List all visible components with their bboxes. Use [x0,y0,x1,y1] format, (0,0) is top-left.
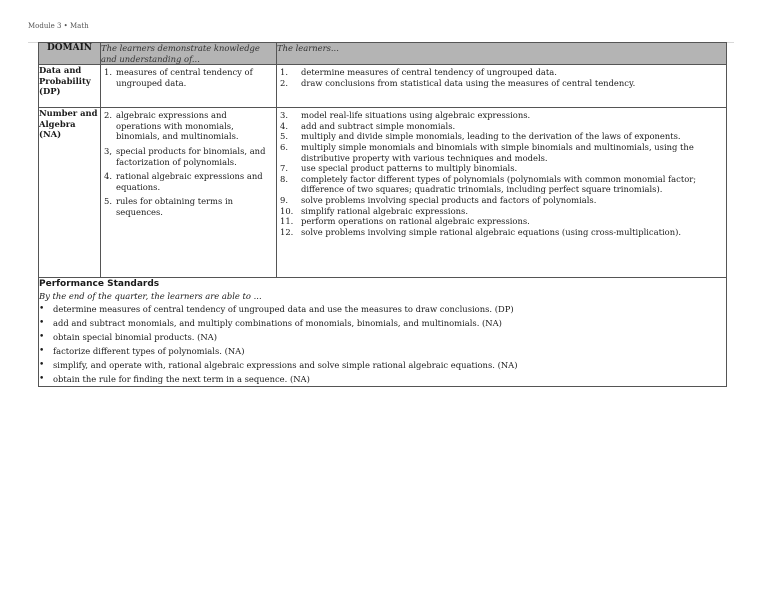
list-item: 4. add and subtract simple monomials. [280,120,456,131]
bullet-icon: • [39,360,45,371]
content-cell [101,65,277,108]
list-item: • determine measures of central tendency of ungrouped data and use the measures to draw conclusions. (DP) [39,304,514,315]
list-item: 1. determine measures of central tendency of ungrouped data. [280,67,557,78]
list-item: • obtain the rule for finding the next term in a sequence. (NA) [39,374,310,385]
list-item: 5. multiply and divide simple monomials, leading to the derivation of the laws of exponents. [280,131,681,142]
header-content-standards: The learners demonstrate knowledge and understanding of... [101,43,277,65]
list-item: 1. measures of central tendency of ungrouped data. [104,67,253,88]
list-item: 8. completely factor different types of polynomials (polynomials with common monomial factor; difference of two squares; quadratic trinomials, including perfect square trinomials). [280,173,697,195]
list-item: 5. rules for obtaining terms in sequences. [104,196,234,217]
list-item: 11. perform operations on rational algebraic expressions. [280,216,530,227]
performance-standards-title: Performance Standards [39,279,160,290]
list-item: 3, special products for binomials, and factorization of polynomials. [104,145,266,167]
bullet-icon: • [39,346,45,357]
list-item: 2. draw conclusions from statistical data using the measures of central tendency. [280,77,636,88]
domain-cell: Data and Probability (DP) [39,65,101,108]
list-item: • obtain special binomial products. (NA) [39,332,217,343]
table-header-row [39,43,727,65]
performance-standards-list [39,302,726,386]
bullet-icon: • [39,374,45,385]
competency-cell [277,108,727,278]
list-item: • simplify, and operate with, rational algebraic expressions and solve simple rational algebraic equations. (NA) [39,360,518,371]
list-item: 7. use special product patterns to multiply binomials. [280,163,518,174]
competency-cell [277,65,727,108]
header-domain: DOMAIN [39,43,101,65]
content-cell [101,108,277,278]
curriculum-table [38,42,727,387]
list-item: 3. model real-life situations using algebraic expressions. [280,110,531,121]
list-item: 12. solve problems involving simple rational algebraic equations (using cross-multiplication). [280,226,682,237]
list-item: 2. algebraic expressions and operations with monomials, binomials, and multinomials. [104,110,239,142]
performance-standards-row [39,278,727,387]
running-header: Module 3 • Math [28,22,89,30]
performance-standards-cell [39,278,727,387]
list-item: 4. rational algebraic expressions and equations. [104,171,263,192]
bullet-icon: • [39,318,45,329]
list-item: • add and subtract monomials, and multiply combinations of monomials, binomials, and multinomials. (NA) [39,318,502,329]
table-row [39,65,727,108]
list-item: • factorize different types of polynomials. (NA) [39,346,245,357]
header-competencies: The learners... [277,43,727,65]
bullet-icon: • [39,332,45,343]
list-item: 6. multiply simple monomials and binomials with simple binomials and multinomials, using the distributive property with various techniques and models. [280,141,694,163]
table-row [39,108,727,278]
domain-cell: Number and Algebra (NA) [39,108,101,278]
list-item: 9. solve problems involving special products and factors of polynomials. [280,194,597,205]
list-item: 10. simplify rational algebraic expressions. [280,205,468,216]
performance-standards-intro: By the end of the quarter, the learners are able to ... [39,291,262,302]
bullet-icon: • [39,304,45,315]
